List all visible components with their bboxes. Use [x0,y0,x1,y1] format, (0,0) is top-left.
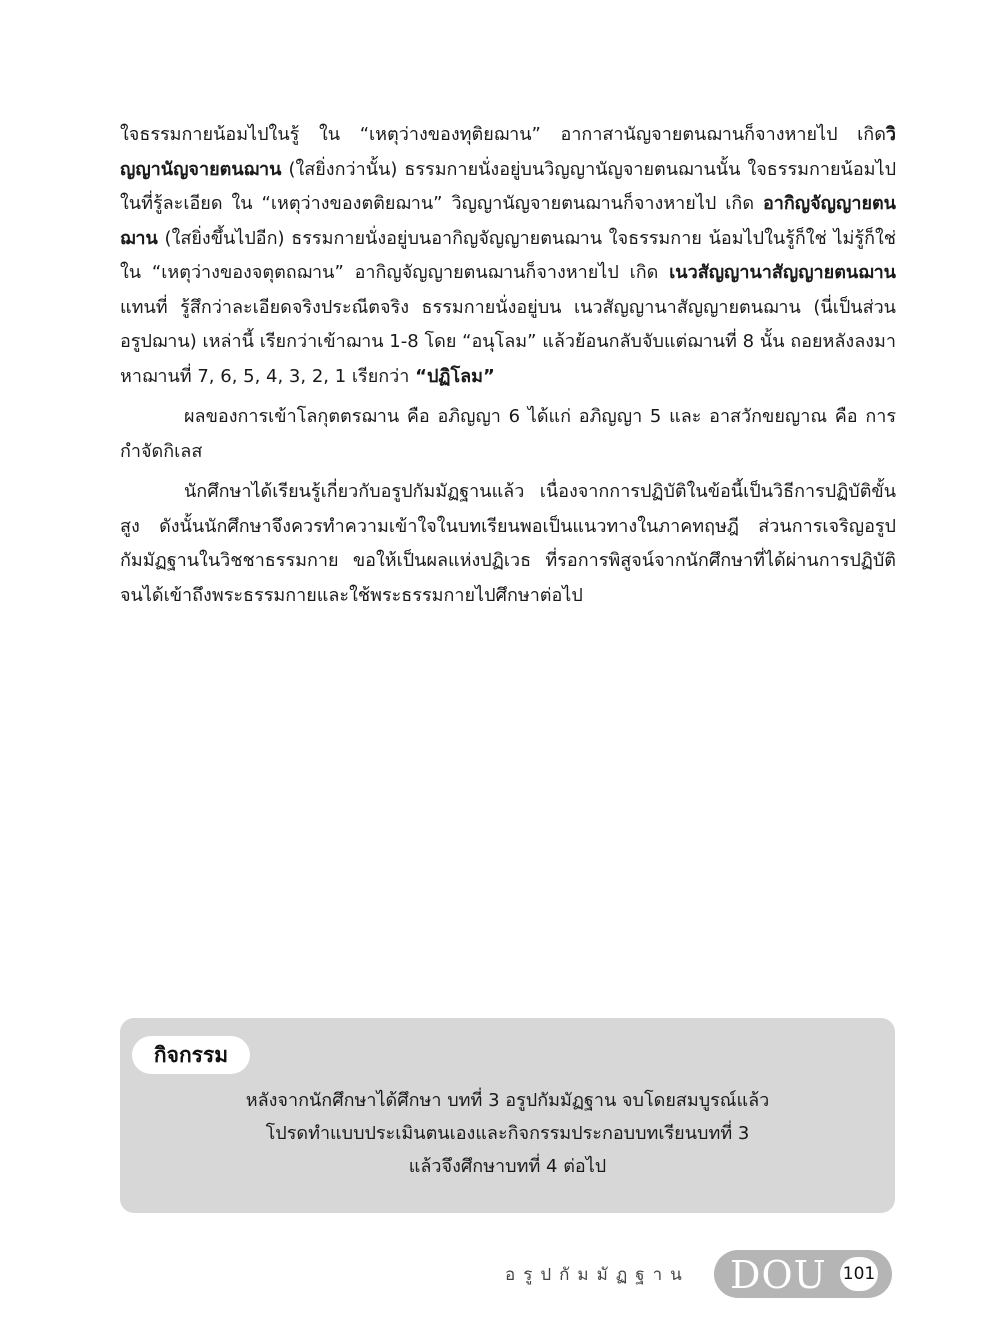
text-run: แทนที่ รู้สึกว่าละเอียดจริงประณีตจริง ธรรมกายนั่งอยู่บน เนวสัญญานาสัญญายตนฌาน (นี่เป็นส่วนอรูปฌาน) เหล่านี้ เรียกว่าเข้าฌาน 1-8 โดย “อนุโลม” แล้วย้อนกลับจับแต่ฌานที่ 8 นั้น ถอยหลังลงมาหาฌานที่ 7, 6, 5, 4, 3, 2, 1 เรียกว่า [120,296,896,387]
body-text [120,118,896,613]
activity-tag: กิจกรรม [132,1036,250,1074]
text-run: (ใสยิ่งกว่านั้น) ธรรมกายนั่งอยู่บนวิญญานัญจายตนฌานนั้น ใจธรรมกายน้อมไปในที่รู้ละเอียด ใน “เหตุว่างของตติยฌาน” วิญญานัญจายตนฌานก็จางหายไป เกิด [120,158,896,214]
activity-box [120,1018,895,1213]
activity-line: โปรดทำแบบประเมินตนเองและกิจกรรมประกอบบทเรียนบทที่ 3 [265,1123,750,1144]
text-run: ใจธรรมกายน้อมไปในรู้ ใน “เหตุว่างของทุติยฌาน” อากาสานัญจายตนฌานก็จางหายไป เกิด [120,124,886,145]
activity-instructions [120,1084,895,1183]
paragraph [120,118,896,394]
activity-line: แล้วจึงศึกษาบทที่ 4 ต่อไป [408,1156,607,1177]
bold-term: วิญญานัญจายตนฌาน [120,124,896,180]
activity-line: หลังจากนักศึกษาได้ศึกษา บทที่ 3 อรูปกัมมัฏฐาน จบโดยสมบูรณ์แล้ว [245,1090,770,1111]
dou-logo: DOU [730,1253,827,1297]
bold-term: เนวสัญญานาสัญญายตนฌาน [669,262,896,283]
page-number: 101 [840,1257,878,1291]
bold-term: อากิญจัญญายตนฌาน [120,193,896,249]
paragraph [120,475,896,613]
dou-badge [714,1250,892,1298]
footer-chapter-title: อรูปกัมมัฏฐาน [505,1265,690,1285]
text-run: (ใสยิ่งขึ้นไปอีก) ธรรมกายนั่งอยู่บนอากิญจัญญายตนฌาน ใจธรรมกาย น้อมไปในรู้ก็ใช่ ไม่รู้ก็ใช่ ใน “เหตุว่างของจตุตถฌาน” อากิญจัญญายตนฌานก็จางหายไป เกิด [120,227,896,283]
paragraph [120,400,896,469]
bold-term: “ปฏิโลม” [415,365,495,387]
text-run: ผลของการเข้าโลกุตตรฌาน คือ อภิญญา 6 ได้แก่ อภิญญา 5 และ อาสวักขยญาณ คือ การกำจัดกิเลส [120,406,896,462]
text-run: นักศึกษาได้เรียนรู้เกี่ยวกับอรูปกัมมัฏฐานแล้ว เนื่องจากการปฏิบัติในข้อนี้เป็นวิธีการปฏิบัติขั้นสูง ดังนั้นนักศึกษาจึงควรทำความเข้าใจในบทเรียนพอเป็นแนวทางในภาคทฤษฎี ส่วนการเจริญอรูปกัมมัฏฐานในวิชชาธรรมกาย ขอให้เป็นผลแห่งปฏิเวธ ที่รอการพิสูจน์จากนักศึกษาที่ได้ผ่านการปฏิบัติจนได้เข้าถึงพระธรรมกายและใช้พระธรรมกายไปศึกษาต่อไป [120,481,896,606]
